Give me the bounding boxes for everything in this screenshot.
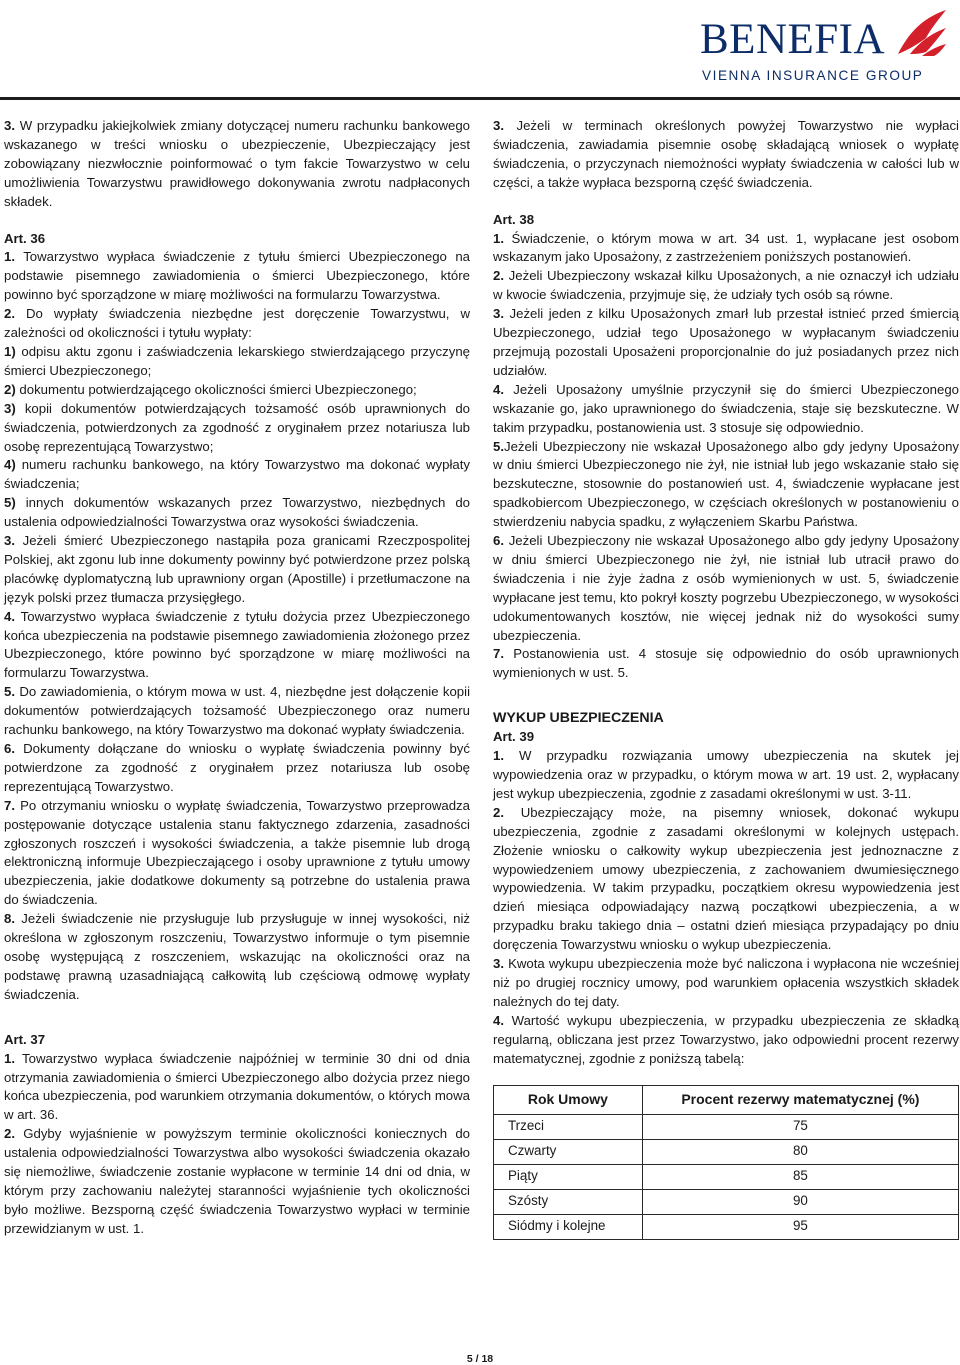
list-item-text: numeru rachunku bankowego, na który Towarzystwo ma dokonać wypłaty świadczenia;	[4, 457, 470, 492]
paragraph-number: 3.	[4, 118, 15, 133]
table-row	[494, 1139, 959, 1164]
paragraph-text: Ubezpieczający może, na pisemny wniosek, dokonać wykupu ubezpieczenia, zgodnie z zasadami określonymi w kolejnych ustępach. Złożenie wniosku o całkowity wykup ubezpieczenia jest jednoznaczne z wypowiedzeniem umowy ubezpieczenia, z zachowaniem dwumiesięcznego wypowiedzenia. W takim przypadku, początkiem okresu wypowiedzenia jest dzień miesiąca odpowiadający nazwą początkowi ubezpieczenia, a w przypadku braku takiego dnia – ostatni dzień miesiąca przypadający po dniu doręczenia Towarzystwu wniosku o wykup ubezpieczenia.	[493, 804, 959, 953]
paragraph	[493, 381, 959, 438]
paragraph-number: 2.	[4, 1126, 15, 1142]
paragraph	[4, 117, 470, 212]
paragraph	[4, 1125, 470, 1238]
paragraph-number: 3.	[493, 956, 504, 972]
list-item-number: 2)	[4, 381, 16, 397]
table-cell-year: Czwarty	[494, 1139, 643, 1164]
paragraph	[493, 645, 959, 683]
column-header-percent: Procent rezerwy matematycznej (%)	[642, 1085, 958, 1114]
benefia-logo	[700, 6, 950, 90]
paragraph	[4, 740, 470, 797]
list-item	[4, 494, 470, 532]
paragraph	[4, 683, 470, 740]
table-row	[494, 1214, 959, 1239]
table-cell-percent: 80	[642, 1139, 958, 1164]
paragraph-number: 2.	[493, 268, 504, 284]
article-38-title: Art. 38	[493, 211, 535, 227]
paragraph-text: Postanowienia ust. 4 stosuje się odpowiednio do osób uprawnionych wymienionych w ust. 5.	[493, 646, 960, 681]
paragraph	[493, 955, 959, 1012]
table-cell-year: Trzeci	[494, 1114, 643, 1139]
article-36-title: Art. 36	[4, 230, 46, 246]
paragraph	[493, 747, 959, 804]
paragraph-text: Do wypłaty świadczenia niezbędne jest doręczenie Towarzystwu, w zależności od okoliczności i tytułu wypłaty:	[4, 306, 470, 341]
paragraph	[493, 305, 959, 381]
list-item	[4, 343, 470, 381]
right-column	[493, 117, 959, 1240]
paragraph-text: Kwota wykupu ubezpieczenia może być naliczona i wypłacona nie wcześniej niż po drugiej rocznicy umowy, pod warunkiem opłacenia wszystkich składek należnych do tej daty.	[493, 956, 959, 1009]
paragraph-text: Jeżeli Ubezpieczony nie wskazał Uposażonego albo gdy jedyny Uposażony w dniu śmierci Ubezpieczonego nie żył, nie istniał lub utracił prawo do świadczenia i nie żyje żadna z osób wymienionych w ust. 5, świadczenie wypłacane jest temu, kto pokrył koszty pogrzebu Ubezpieczonego, w wysokości udokumentowanych kosztów, nie więcej jednak niż do wysokości sumy ubezpieczenia.	[493, 533, 959, 643]
paragraph-number: 4.	[4, 608, 15, 624]
paragraph-number: 1.	[493, 748, 504, 764]
list-item-text: dokumentu potwierdzającego okoliczności śmierci Ubezpieczonego;	[19, 381, 417, 397]
paragraph	[493, 532, 959, 645]
paragraph-number: 3.	[493, 306, 504, 322]
paragraph-number: 7.	[493, 646, 504, 662]
table-cell-year: Szósty	[494, 1189, 643, 1214]
paragraph-number: 4.	[493, 381, 504, 397]
table-cell-percent: 75	[642, 1114, 958, 1139]
paragraph-text: W przypadku rozwiązania umowy ubezpieczenia na skutek jej wypowiedzenia oraz w przypadku, o którym mowa w art. 19 ust. 2, wypłacany jest wykup ubezpieczenia, zgodnie z zasadami określonymi w ust. 3-11.	[493, 748, 959, 801]
brand-swoosh-icon	[892, 8, 948, 58]
paragraph	[4, 797, 470, 910]
list-item-text: innych dokumentów wskazanych przez Towarzystwo, niezbędnych do ustalenia odpowiedzialności Towarzystwa oraz wysokości świadczenia.	[4, 495, 470, 530]
paragraph-number: 1.	[4, 249, 15, 265]
article-39-title: Art. 39	[493, 729, 535, 745]
list-item-text: kopii dokumentów potwierdzających tożsamość osób uprawnionych do świadczenia, potwierdzonych za zgodność z oryginałem przez notariusza lub osobę reprezentującą Towarzystwo;	[4, 400, 470, 454]
list-item-number: 1)	[4, 343, 16, 359]
table-cell-year: Piąty	[494, 1164, 643, 1189]
paragraph-text: Dokumenty dołączane do wniosku o wypłatę świadczenia powinny być potwierdzone za zgodność z oryginałem przez notariusza lub osobę reprezentującą Towarzystwo.	[4, 741, 470, 794]
paragraph	[493, 438, 959, 533]
table-cell-percent: 90	[642, 1189, 958, 1214]
paragraph-number: 2.	[493, 804, 504, 820]
reserve-table	[493, 1085, 959, 1240]
paragraph-text: Jeżeli Ubezpieczony wskazał kilku Uposażonych, a nie oznaczył ich udziału w kwocie świadczenia, przyjmuje się, że udziały tych osób są równe.	[493, 268, 959, 303]
paragraph-number: 2.	[4, 306, 15, 322]
paragraph-number: 4.	[493, 1012, 504, 1028]
brand-name: BENEFIA	[700, 16, 886, 63]
paragraph	[4, 1050, 470, 1126]
list-item	[4, 456, 470, 494]
paragraph-text: Po otrzymaniu wniosku o wypłatę świadczenia, Towarzystwo przeprowadza postępowanie dotyczące ustalenia stanu faktycznego zdarzenia, zasadności zgłoszonych roszczeń i wysokości świadczenia, a także pisemnie lub drogą elektroniczną informuje Ubezpieczającego i osoby uprawnione z tytułu umowy ubezpieczenia, jakie dodatkowe dokumenty są potrzebne do ustalenia prawa do świadczenia.	[4, 797, 470, 908]
paragraph-text: Towarzystwo wypłaca świadczenie najpóźniej w terminie 30 dni od dnia otrzymania zawiadomienia o śmierci Ubezpieczonego albo dożycia przez niego końca ubezpieczenia, pod warunkiem otrzymania dokumentów, o których mowa w art. 36.	[4, 1050, 470, 1123]
table-row	[494, 1114, 959, 1139]
paragraph	[493, 804, 959, 955]
left-column	[4, 117, 470, 1239]
paragraph-number: 7.	[4, 797, 15, 813]
brand-tagline: VIENNA INSURANCE GROUP	[702, 68, 924, 83]
paragraph-text: Świadczenie, o którym mowa w art. 34 ust. 1, wypłacane jest osobom wskazanym jako Uposażony, z zastrzeżeniem poniższych postanowień.	[493, 230, 959, 265]
paragraph	[4, 305, 470, 343]
paragraph-number: 8.	[4, 911, 15, 927]
list-item	[4, 381, 470, 400]
table-header-row	[494, 1085, 959, 1114]
column-header-year: Rok Umowy	[494, 1085, 643, 1114]
section-heading: WYKUP UBEZPIECZENIA	[493, 710, 664, 727]
paragraph-text: Jeżeli Uposażony umyślnie przyczynił się do śmierci Ubezpieczonego wskazanie go, jako uprawnionego do świadczenia, staje się bezskuteczne. W takim przypadku, postanowienia ust. 3 stosuje się odpowiednio.	[493, 381, 959, 435]
paragraph-number: 1.	[493, 230, 504, 246]
paragraph-number: 3.	[4, 533, 15, 549]
list-item-number: 4)	[4, 457, 16, 473]
paragraph-number: 5.	[493, 438, 504, 454]
table-cell-year: Siódmy i kolejne	[494, 1214, 643, 1239]
table-row	[494, 1164, 959, 1189]
paragraph-text: Do zawiadomienia, o którym mowa w ust. 4, niezbędne jest dołączenie kopii dokumentów potwierdzających tożsamość Ubezpieczonego oraz numeru rachunku bankowego, na który Towarzystwo ma dokonać wypłaty świadczenia.	[4, 684, 471, 738]
page-number: 5 / 18	[466, 1353, 494, 1365]
paragraph-text: Towarzystwo wypłaca świadczenie z tytułu dożycia przez Ubezpieczonego końca ubezpieczenia na podstawie pisemnego zawiadomienia złożonego przez Ubezpieczonego, które powinno być sporządzone w miarę możliwości na formularzu Towarzystwa.	[4, 608, 470, 681]
header-rule	[0, 97, 960, 100]
table-cell-percent: 85	[642, 1164, 958, 1189]
paragraph	[4, 608, 470, 684]
list-item-number: 5)	[4, 495, 16, 511]
paragraph-text: W przypadku jakiejkolwiek zmiany dotyczącej numeru rachunku bankowego wskazanego w treści wniosku o ubezpieczenie, Ubezpieczający jest zobowiązany niezwłocznie poinformować o tym fakcie Towarzystwo w celu umożliwienia Towarzystwu prawidłowego dokonywania zwrotu nadpłaconych składek.	[4, 118, 470, 209]
paragraph	[4, 248, 470, 305]
paragraph	[493, 1012, 959, 1069]
paragraph-number: 5.	[4, 684, 15, 700]
paragraph-number: 6.	[4, 741, 15, 756]
table-cell-percent: 95	[642, 1214, 958, 1239]
paragraph-text: Gdyby wyjaśnienie w powyższym terminie okoliczności koniecznych do ustalenia odpowiedzialności Towarzystwa albo wysokości świadczenia okazało się niemożliwe, świadczenie zostanie wypłacone w terminie 14 dni od dnia, w którym przy zachowaniu należytej staranności wyjaśnienie tych okoliczności było możliwe. Bezsporną część świadczenia Towarzystwo wypłaci w terminie przewidzianym w ust. 1.	[4, 1126, 470, 1236]
paragraph-text: Jeżeli w terminach określonych powyżej Towarzystwo nie wypłaci świadczenia, zawiadamia pisemnie osobę składającą wniosek o wypłatę świadczenia, o przyczynach niemożności wypłaty świadczenia w całości lub w części, a także wypłaca bezsporną część świadczenia.	[493, 118, 959, 190]
paragraph-text: Towarzystwo wypłaca świadczenie z tytułu śmierci Ubezpieczonego na podstawie pisemnego zawiadomienia o śmierci Ubezpieczonego, które powinno być sporządzone w miarę możliwości na formularzu Towarzystwa.	[4, 249, 470, 303]
paragraph-text: Wartość wykupu ubezpieczenia, w przypadku ubezpieczenia ze składką regularną, obliczana jest przez Towarzystwo, jako odpowiedni procent rezerwy matematycznej, zgodnie z poniższą tabelą:	[493, 1012, 959, 1066]
list-item	[4, 400, 470, 457]
table-row	[494, 1189, 959, 1214]
list-item-number: 3)	[4, 400, 16, 416]
paragraph-text: Jeżeli świadczenie nie przysługuje lub przysługuje w innej wysokości, niż określona w zgłoszonym roszczeniu, Towarzystwo informuje o tym pisemnie osobę występującą z roszczeniem, wskazując na okoliczności oraz na podstawę prawną uzasadniającą całkowitą lub częściową odmowę wypłaty świadczenia.	[4, 911, 470, 1002]
paragraph-number: 1.	[4, 1050, 15, 1066]
paragraph	[4, 910, 470, 1005]
paragraph-text: Jeżeli Ubezpieczony nie wskazał Uposażonego albo gdy jedyny Uposażony w dniu śmierci Ubezpieczonego nie żył, nie istniał lub jego wskazanie stało się bezskuteczne, stosownie do postanowień ust. 4, świadczenie wypłacane jest spadkobiercom Ubezpieczonego, w częściach określonych w postanowieniu o stwierdzeniu nabycia spadku, z wyłączeniem Skarbu Państwa.	[493, 438, 959, 530]
paragraph	[493, 117, 959, 193]
list-item-text: odpisu aktu zgonu i zaświadczenia lekarskiego stwierdzającego przyczynę śmierci Ubezpieczonego;	[4, 343, 470, 378]
paragraph-number: 6.	[493, 533, 504, 549]
paragraph-text: Jeżeli śmierć Ubezpieczonego nastąpiła poza granicami Rzeczpospolitej Polskiej, akt zgonu lub inne dokumenty powinny być potwierdzone przez polską placówkę dyplomatyczną lub uprawniony organ (Apostille) i przetłumaczone na język polski przez tłumacza przysięgłego.	[4, 533, 470, 605]
paragraph-text: Jeżeli jeden z kilku Uposażonych zmarł lub przestał istnieć przed śmiercią Ubezpieczonego, udział tego Uposażonego w wypłacanym świadczeniu przejmują pozostali Uposażeni proporcjonalnie do już posiadanych przez nich udziałów.	[493, 306, 959, 378]
paragraph	[493, 230, 959, 268]
paragraph	[4, 532, 470, 608]
article-37-title: Art. 37	[4, 1031, 46, 1047]
paragraph-number: 3.	[493, 118, 504, 133]
paragraph	[493, 267, 959, 305]
